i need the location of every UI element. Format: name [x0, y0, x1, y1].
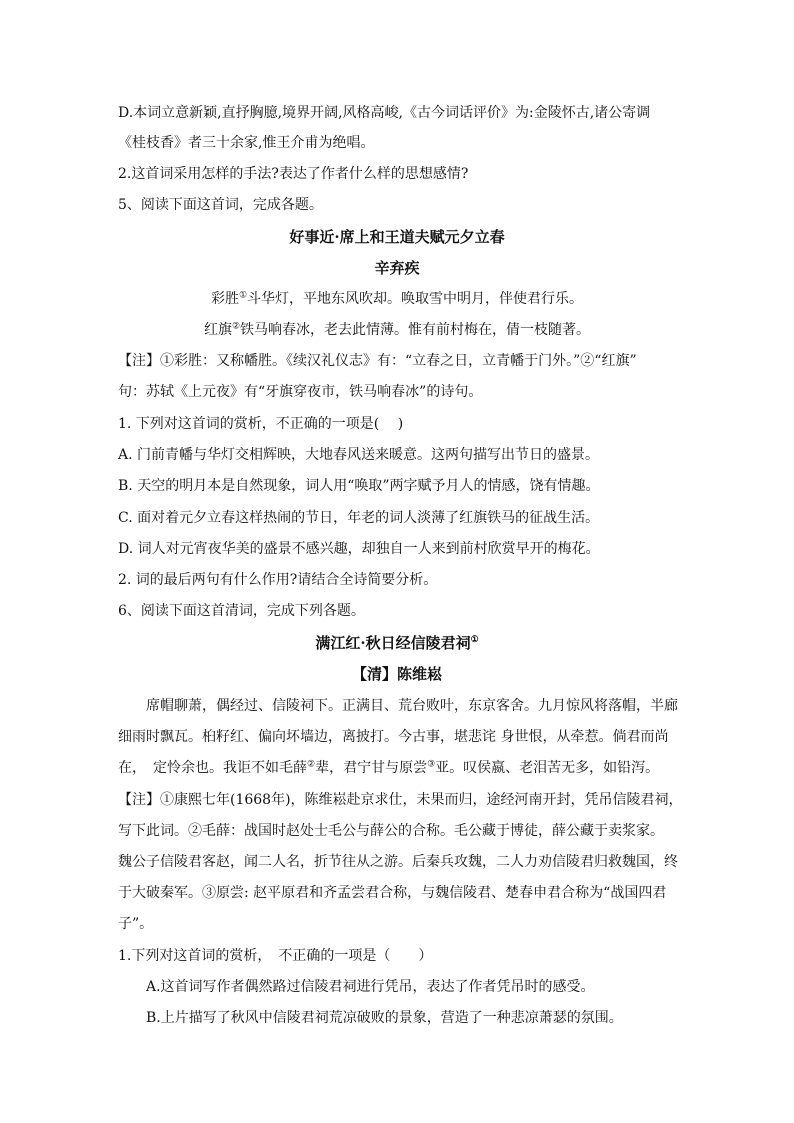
poem-text: 亚。叹侯嬴、老泪苦无多，如铅泻。: [435, 760, 660, 776]
option-a: A. 门前青幡与华灯交相辉映，大地春风送来暖意。这两句描写出节日的盛景。: [118, 447, 600, 463]
footnote-marker: ②: [307, 759, 316, 770]
poem-body-line: 席帽聊萧，偶经过、信陵祠下。正满目、荒台败叶，东京客舍。九月惊风将落帽，半廊: [146, 698, 678, 714]
footnote-marker: ①: [470, 635, 479, 645]
poem-text: 彩胜: [210, 291, 239, 307]
poem-body-line: [118, 758, 659, 778]
option-b: B. 天空的明月本是自然现象，词人用“唤取”两字赋予月人的情感，饶有情趣。: [118, 478, 600, 494]
question-1: 1. 下列对这首词的赏析，不正确的一项是( ): [118, 416, 404, 432]
poem-text: 在， 定怜余也。我讵不如毛薛: [118, 760, 307, 776]
footnote-marker: ③: [427, 759, 436, 770]
note-line: 句：苏轼《上元夜》有“牙旗穿夜市，铁马响春冰”的诗句。: [118, 384, 483, 400]
question-1: 1.下列对这首词的赏析， 不正确的一项是（ ）: [118, 948, 433, 964]
poem-line: [0, 320, 794, 340]
option-a: A.这首词写作者偶然路过信陵君祠进行凭吊，表达了作者凭吊时的感受。: [146, 979, 595, 995]
section-6-heading: 6、阅读下面这首清词，完成下列各题。: [118, 603, 365, 619]
poem-line: [0, 289, 794, 309]
question-2: 2. 词的最后两句有什么作用?请结合全诗简要分析。: [118, 572, 438, 588]
note-line: 写下此词。②毛薛：战国时赵处士毛公与薛公的合称。毛公藏于博徒，薛公藏于卖浆家。: [118, 823, 664, 839]
poem-author: 【清】陈维崧: [351, 665, 442, 683]
option-d: D. 词人对元宵夜华美的盛景不感兴趣，却独自一人来到前村欣赏早开的梅花。: [118, 541, 600, 557]
poem-text: 红旗: [203, 322, 232, 338]
option-c: C. 面对着元夕立春这样热闹的节日，年老的词人淡薄了红旗铁马的征战生活。: [118, 510, 600, 526]
poem-title: 好事近·席上和王道夫赋元夕立春: [289, 228, 505, 246]
note-line: 子”。: [118, 916, 154, 932]
poem-text: 辈，君宁甘与原尝: [315, 760, 428, 776]
text-line: D.本词立意新颖,直抒胸臆,境界开阔,风格高峻,《古今词话评价》为:金陵怀古,诸公寄调: [118, 105, 651, 121]
note-line: 于大破秦军。③原尝: 赵平原君和齐孟尝君合称，与魏信陵君、楚春申君合称为“战国四君: [118, 885, 667, 901]
section-5-heading: 5、阅读下面这首词，完成各题。: [118, 197, 323, 213]
poem-author: 辛弃疾: [374, 259, 420, 277]
question-2: 2.这首词采用怎样的手法?表达了作者什么样的思想感情?: [118, 166, 469, 182]
poem-title: [0, 633, 794, 653]
option-b: B.上片描写了秋风中信陵君祠荒凉破败的景象，营造了一种悲凉萧瑟的氛围。: [146, 1010, 623, 1026]
text-line: 《桂枝香》者三十余家,惟王介甫为绝唱。: [118, 135, 375, 151]
note-line: 【注】①彩胜：又称幡胜。《续汉礼仪志》有：“立春之日，立青幡于门外。”②“红旗”: [118, 353, 637, 369]
poem-text: 铁马响春冰，老去此情薄。惟有前村梅在，倩一枝随著。: [240, 322, 591, 338]
poem-title-text: 满江红·秋日经信陵君祠: [315, 634, 471, 652]
note-line: 魏公子信陵君客赵，闻二人名，折节往从之游。后秦兵攻魏，二人力劝信陵君归救魏国，终: [118, 854, 678, 870]
footnote-marker: ②: [231, 321, 241, 332]
footnote-marker: ①: [238, 290, 248, 301]
poem-body-line: 细雨时飘瓦。桕籽红、偏向坏墙边，离披打。今古事，堪悲诧 身世恨，从牵惹。倘君而尚: [118, 729, 669, 745]
poem-text: 斗华灯，平地东风吹却。唤取雪中明月，伴使君行乐。: [247, 291, 584, 307]
note-line: 【注】①康熙七年(1668年)，陈维崧赴京求仕，未果而归，途经河南开封，凭吊信陵君祠，: [118, 792, 683, 808]
